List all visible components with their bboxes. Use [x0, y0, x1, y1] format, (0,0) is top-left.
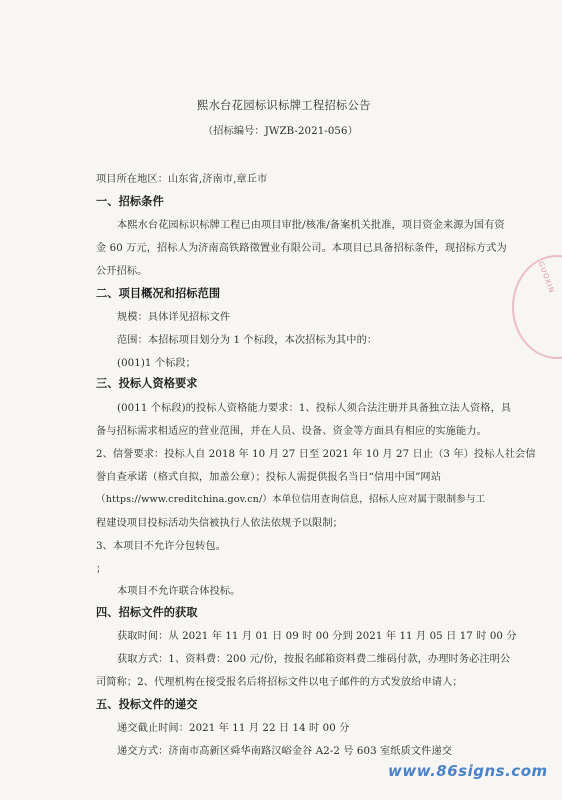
paragraph-line: 获取时间：从 2021 年 11 月 01 日 09 时 00 分到 2021 年 11 月 05 日 17 时 00 分	[117, 631, 517, 642]
paragraph-line: (0011 个标段)的投标人资格能力要求：1、投标人须合法注册并具备独立法人资格，具	[117, 403, 512, 414]
paragraph-line: 递交截止时间：2021 年 11 月 22 日 14 时 00 分	[117, 723, 350, 734]
project-location: 项目所在地区：山东省,济南市,章丘市	[96, 174, 268, 185]
paragraph-line: 公开招标。	[96, 266, 148, 277]
paragraph-line: 本熙水台花园标识标牌工程已由项目审批/核准/备案机关批准，项目资金来源为国有资	[117, 220, 505, 231]
section-heading-2: 二、项目概况和招标范围	[96, 287, 221, 300]
paragraph-line: 规模：具体详见招标文件	[117, 312, 231, 323]
document-title: 熙水台花园标识标牌工程招标公告	[197, 99, 371, 112]
paragraph-line: 程建设项目投标活动失信被执行人依法依规予以限制；	[96, 518, 343, 529]
paragraph-line: 获取方式：1、资料费：200 元/份，按报名邮箱资料费二维码付款，办理时务必注明公	[117, 654, 511, 665]
section-heading-5: 五、投标文件的递交	[96, 698, 198, 711]
paragraph-line: 范围：本招标项目划分为 1 个标段，本次招标为其中的：	[117, 335, 378, 346]
paragraph-line: 金 60 万元，招标人为济南高铁路徵置业有限公司。本项目已具备招标条件，现招标方式为	[96, 243, 507, 254]
official-seal	[512, 255, 562, 359]
paragraph-line: （https://www.creditchina.gov.cn/）本单位信用查询信息，招标人应对属于限制参与工	[96, 494, 486, 505]
section-heading-4: 四、招标文件的获取	[96, 606, 198, 619]
paragraph-line: (001)1 个标段；	[117, 358, 196, 369]
paragraph-line: 递交方式：济南市高新区舜华南路汉峪金谷 A2-2 号 603 室纸质文件递交	[117, 746, 453, 757]
paragraph-line: 2、信誉要求：投标人自 2018 年 10 月 27 日至 2021 年 10 月 27 日止（3 年）投标人社会信	[96, 449, 536, 460]
paragraph-line: 本项目不允许联合体投标。	[117, 586, 241, 597]
seal-text: GUOXIN	[536, 260, 556, 295]
section-heading-3: 三、投标人资格要求	[96, 377, 198, 390]
tender-code: （招标编号：JWZB-2021-056）	[203, 126, 358, 137]
paragraph-line: 誉自查承诺（格式自拟，加盖公章）；投标人需提供报名当日“信用中国”网站	[96, 472, 441, 483]
paragraph-line: 3、本项目不允许分包转包。	[96, 541, 227, 552]
paragraph-line: ；	[96, 564, 107, 575]
site-watermark: www.86signs.com	[388, 762, 548, 780]
section-heading-1: 一、招标条件	[96, 195, 164, 208]
paragraph-line: 司简称；2、代理机构在接受报名后将招标文件以电子邮件的方式发放给申请人；	[96, 677, 463, 688]
paragraph-line: 备与招标需求相适应的营业范围，并在人员、设备、资金等方面具有相应的实施能力。	[96, 426, 487, 437]
